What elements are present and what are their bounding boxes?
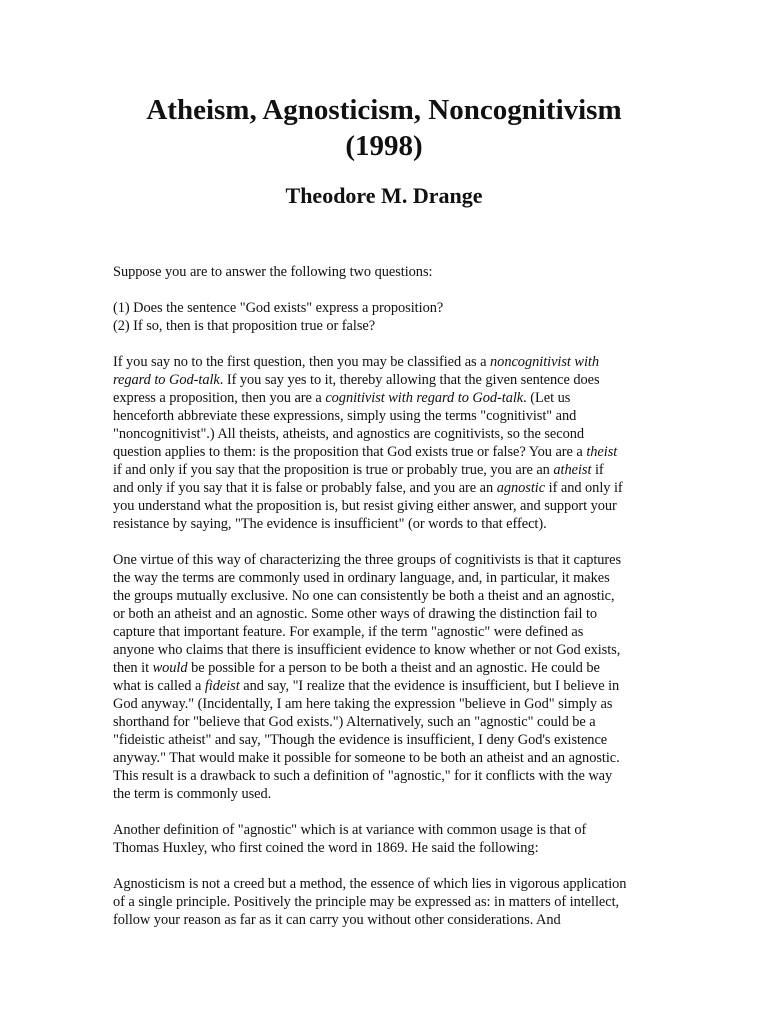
- text-line: the term is commonly used.: [113, 786, 272, 802]
- text-span: if: [591, 462, 604, 478]
- text-span: question applies to them: is the proposition that God exists true or false? You are a: [113, 444, 587, 460]
- text-span: be possible for a person to be both a theist and an agnostic. He could be: [187, 660, 600, 676]
- intro-text: Suppose you are to answer the following two questions:: [113, 264, 433, 280]
- title-line-1: Atheism, Agnosticism, Noncognitivism: [146, 94, 622, 126]
- text-span: then it: [113, 660, 153, 676]
- text-span: if and only if you say that the proposition is true or probably true, you are an: [113, 462, 554, 478]
- text-line: anyone who claims that there is insufficient evidence to know whether or not God exists,: [113, 642, 621, 658]
- text-span: . If you say yes to it, thereby allowing that the given sentence does: [219, 372, 600, 388]
- text-line: God anyway." (Incidentally, I am here taking the expression "believe in God" simply as: [113, 696, 613, 712]
- text-line: Another definition of "agnostic" which is at variance with common usage is that of: [113, 822, 587, 838]
- text-line: [113, 443, 661, 461]
- text-span: . (Let us: [523, 390, 571, 406]
- text-line: resistance by saying, "The evidence is insufficient" (or words to that effect).: [113, 516, 547, 532]
- italic-term: atheist: [553, 462, 592, 478]
- text-line: henceforth abbreviate these expressions, simply using the terms "cognitivist" and: [113, 408, 577, 424]
- text-line: anyway." That would make it possible for someone to be both an atheist and an agnostic.: [113, 750, 620, 766]
- text-line: [113, 389, 661, 407]
- text-span: and say, "I realize that the evidence is insufficient, but I believe in: [239, 678, 620, 694]
- text-line: capture that important feature. For example, if the term "agnostic" were defined as: [113, 624, 584, 640]
- text-line: follow your reason as far as it can carry you without other considerations. And: [113, 912, 561, 928]
- article-body: [113, 263, 661, 947]
- text-line: [113, 461, 661, 479]
- text-line: the groups mutually exclusive. No one can consistently be both a theist and an agnostic,: [113, 588, 615, 604]
- text-line: [113, 371, 661, 389]
- huxley-quote-paragraph: [113, 875, 661, 929]
- intro-paragraph: [113, 263, 661, 281]
- italic-term: fideist: [204, 678, 240, 694]
- virtue-paragraph: [113, 551, 661, 803]
- title-line-2: (1998): [345, 130, 423, 162]
- text-line: the way the terms are commonly used in ordinary language, and, in particular, it makes: [113, 570, 610, 586]
- italic-term: cognitivist with regard to God-talk: [325, 390, 524, 406]
- huxley-intro-paragraph: [113, 821, 661, 857]
- text-line: you understand what the proposition is, but resist giving either answer, and support your: [113, 498, 617, 514]
- italic-term: theist: [586, 444, 618, 460]
- text-line: One virtue of this way of characterizing the three groups of cognitivists is that it captures: [113, 552, 622, 568]
- definitions-paragraph: [113, 353, 661, 533]
- author-name: Theodore M. Drange: [285, 183, 483, 208]
- text-line: or both an atheist and an agnostic. Some other ways of drawing the distinction fail to: [113, 606, 598, 622]
- text-span: If you say no to the first question, then you may be classified as a: [113, 354, 491, 370]
- text-line: This result is a drawback to such a definition of "agnostic," for it conflicts with the way: [113, 768, 613, 784]
- text-span: what is called a: [113, 678, 205, 694]
- italic-term: would: [152, 660, 188, 676]
- italic-term: noncognitivist with: [490, 354, 600, 370]
- text-line: Agnosticism is not a creed but a method, the essence of which lies in vigorous application: [113, 876, 627, 892]
- question-1: (1) Does the sentence "God exists" express a proposition?: [113, 300, 444, 316]
- text-line: of a single principle. Positively the principle may be expressed as: in matters of intellect,: [113, 894, 620, 910]
- italic-term: agnostic: [496, 480, 546, 496]
- text-line: [113, 659, 661, 677]
- text-line: shorthand for "believe that God exists.") Alternatively, such an "agnostic" could be a: [113, 714, 596, 730]
- text-line: [113, 677, 661, 695]
- text-line: [113, 479, 661, 497]
- page-title: [0, 92, 768, 164]
- text-span: if and only if: [545, 480, 623, 496]
- questions-paragraph: [113, 299, 661, 335]
- text-line: "noncognitivist".) All theists, atheists, and agnostics are cognitivists, so the second: [113, 426, 585, 442]
- text-line: Thomas Huxley, who first coined the word in 1869. He said the following:: [113, 840, 539, 856]
- text-span: and only if you say that it is false or probably false, and you are an: [113, 480, 497, 496]
- text-line: "fideistic atheist" and say, "Though the evidence is insufficient, I deny God's existence: [113, 732, 608, 748]
- question-2: (2) If so, then is that proposition true or false?: [113, 318, 376, 334]
- text-line: [113, 353, 661, 371]
- italic-term: regard to God-talk: [113, 372, 220, 388]
- text-span: express a proposition, then you are a: [113, 390, 326, 406]
